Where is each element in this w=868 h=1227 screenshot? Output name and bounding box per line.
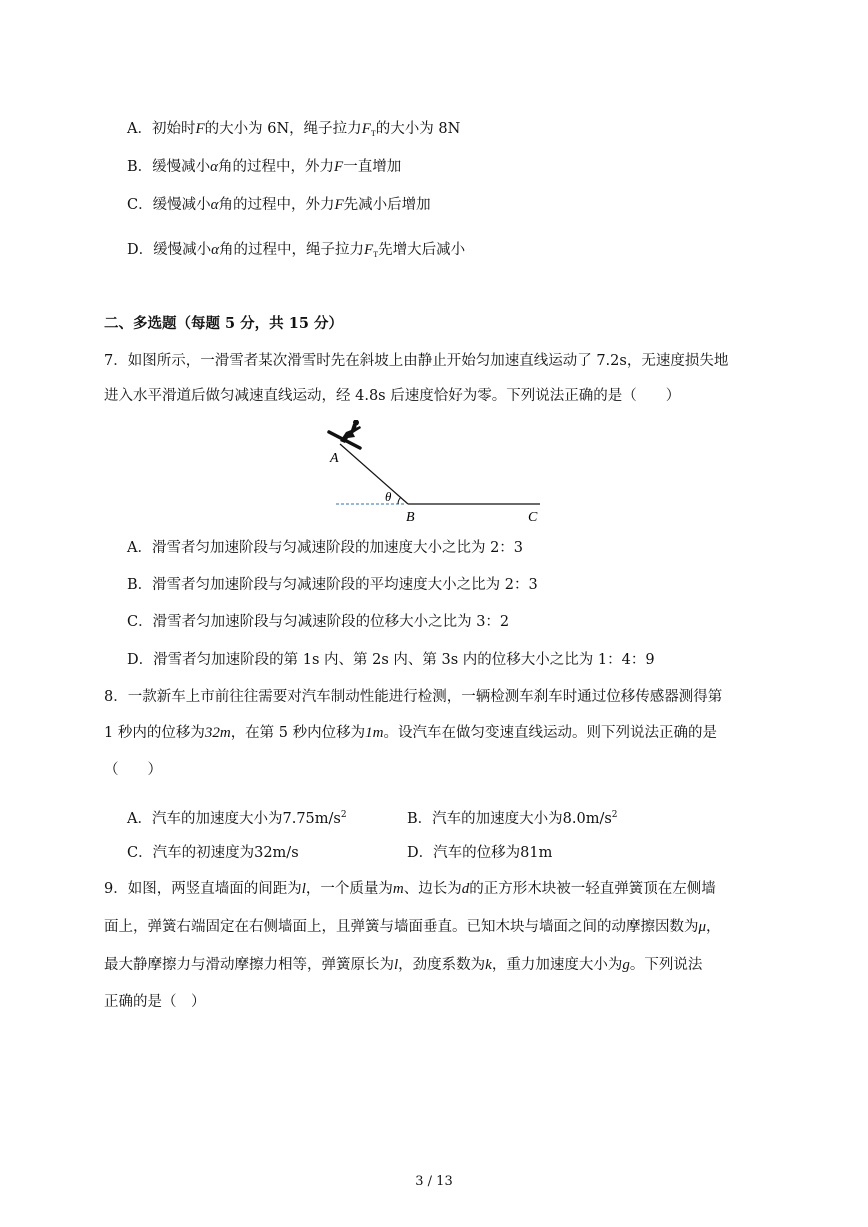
var-ft: $F_T$ xyxy=(361,121,376,138)
q7-option-d: D．滑雪者匀加速阶段的第 1s 内、第 2s 内、第 3s 内的位移大小之比为 1：4：9 xyxy=(127,652,655,668)
q7-option-c: C．滑雪者匀加速阶段与匀减速阶段的位移大小之比为 3：2 xyxy=(127,614,510,630)
value-8.0: $8.0m/s^2$ xyxy=(562,810,618,827)
q7-stem-line1: 7．如图所示，一滑雪者某次滑雪时先在斜坡上由静止开始匀加速直线运动了 7.2s，无速度损失地 xyxy=(104,353,729,369)
value-81m: 81m xyxy=(520,845,553,861)
q9-stem-line2: 面上，弹簧右端固定在右侧墙面上，且弹簧与墙面垂直。已知木块与墙面之间的动摩擦因数为μ， xyxy=(104,919,721,935)
ski-slope-figure xyxy=(326,420,546,528)
label-b: B xyxy=(406,510,415,525)
label-c: C xyxy=(528,510,538,525)
q9-stem-line1: 9．如图，两竖直墙面的间距为l，一个质量为m、边长为d的正方形木块被一轻直弹簧顶在左侧墙 xyxy=(104,881,716,897)
q7-stem-line2: 进入水平滑道后做匀减速直线运动，经 4.8s 后速度恰好为零。下列说法正确的是（ ） xyxy=(104,388,681,404)
section-title: 二、多选题（每题 5 分，共 15 分） xyxy=(104,315,343,332)
q6-option-a: A．初始时F的大小为 6N，绳子拉力$F_T$的大小为 8N xyxy=(127,121,461,138)
label-theta: θ xyxy=(385,489,392,504)
q8-option-a: A．汽车的加速度大小为$7.75m/s^2$ xyxy=(127,810,347,827)
q8-option-c: C．汽车的初速度为32m/s xyxy=(127,845,299,861)
label-a: A xyxy=(330,451,339,466)
var-alpha: α xyxy=(210,159,219,175)
q6-option-b: B．缓慢减小α角的过程中，外力F一直增加 xyxy=(127,159,402,175)
var-alpha: α xyxy=(211,242,220,258)
q9-stem-line4: 正确的是（ ） xyxy=(104,994,206,1010)
value-32m: 32m xyxy=(204,725,231,741)
value-1m: 1m xyxy=(365,725,384,741)
var-f: F xyxy=(195,121,205,137)
q8-stem-line3: （ ） xyxy=(104,762,162,778)
q7-option-b: B．滑雪者匀加速阶段与匀减速阶段的平均速度大小之比为 2：3 xyxy=(127,577,538,593)
skier-icon xyxy=(329,420,361,448)
q6-option-d: D．缓慢减小α角的过程中，绳子拉力$F_T$先增大后减小 xyxy=(127,242,466,259)
angle-arc xyxy=(398,497,401,504)
var-ft: $F_T$ xyxy=(364,242,379,259)
q8-stem-line2: 1 秒内的位移为32m，在第 5 秒内位移为1m。设汽车在做匀变速直线运动。则下列说法正确的是 xyxy=(104,725,717,741)
var-alpha: α xyxy=(210,197,219,213)
var-f: F xyxy=(334,197,344,213)
q6-option-c: C．缓慢减小α角的过程中，外力F先减小后增加 xyxy=(127,197,431,213)
var-f: F xyxy=(334,159,344,175)
value-7.75: $7.75m/s^2$ xyxy=(282,810,347,827)
q8-option-b: B．汽车的加速度大小为$8.0m/s^2$ xyxy=(407,810,618,827)
q7-option-a: A．滑雪者匀加速阶段与匀减速阶段的加速度大小之比为 2：3 xyxy=(127,540,524,556)
value-32ms: 32m/s xyxy=(254,845,299,861)
q8-option-d: D．汽车的位移为81m xyxy=(407,845,553,861)
slope-line xyxy=(340,444,408,504)
page-number: 3 / 13 xyxy=(415,1174,453,1189)
q9-stem-line3: 最大静摩擦力与滑动摩擦力相等，弹簧原长为l，劲度系数为k，重力加速度大小为g。下列说法 xyxy=(104,957,703,973)
q8-stem-line1: 8．一款新车上市前往往需要对汽车制动性能进行检测，一辆检测车刹车时通过位移传感器测得第 xyxy=(104,689,723,705)
